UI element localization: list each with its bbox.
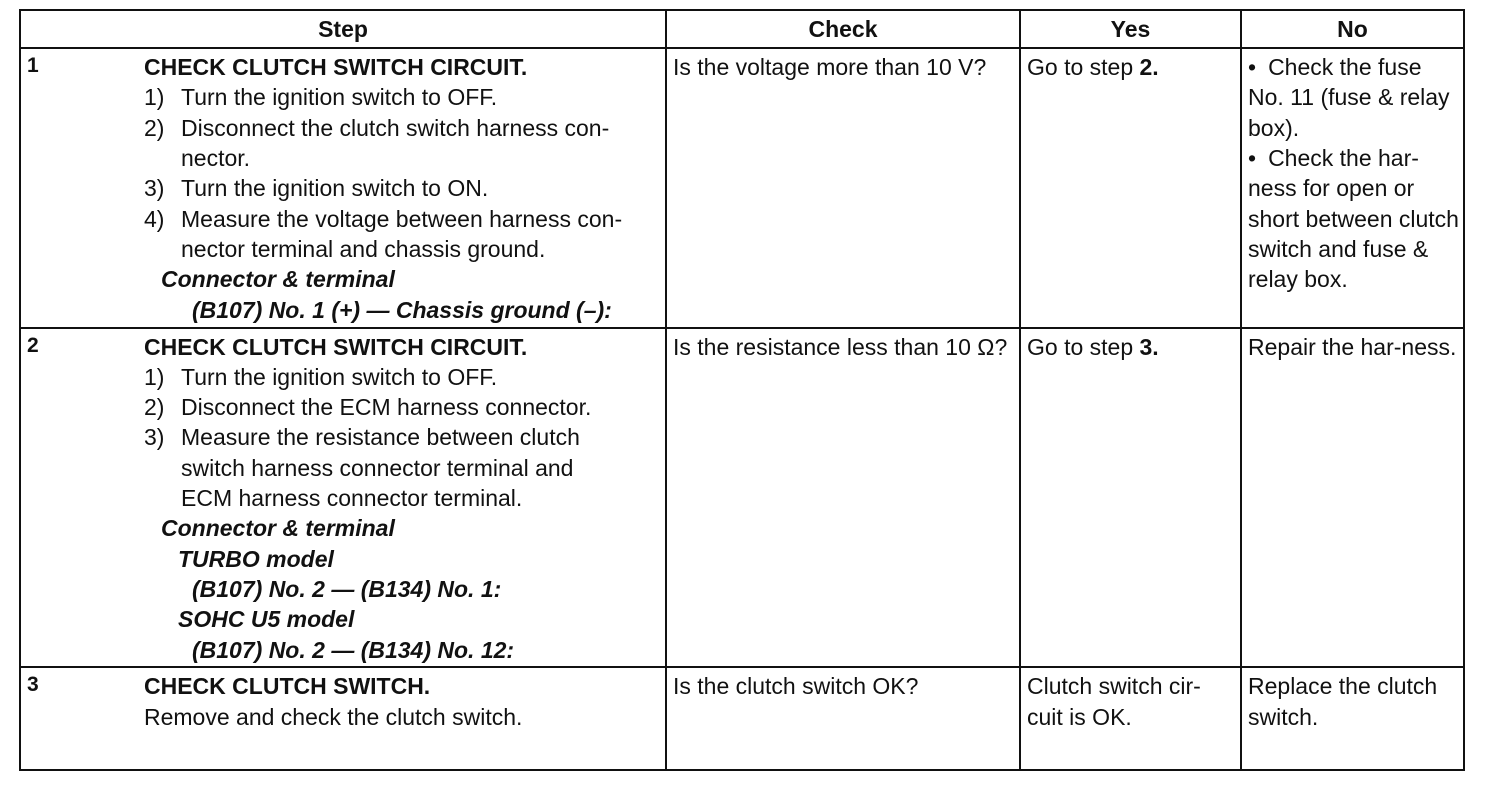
substep: 3) Turn the ignition switch to ON. — [144, 175, 489, 202]
diagnostic-table — [19, 9, 1465, 771]
step-cell — [20, 328, 666, 668]
step-cell — [20, 667, 666, 770]
no-cell: Replace the clutch switch. — [1241, 667, 1464, 770]
yes-cell: Go to step 3. — [1020, 328, 1241, 668]
substep: 2) Disconnect the clutch switch harness con-nector. — [144, 114, 610, 172]
substep: 3) Measure the resistance between clutch switch harness connector terminal and ECM harness connector terminal. — [144, 424, 580, 512]
no-bullet: • Check the har-ness for open or short between clutch switch and fuse & relay box. — [1248, 143, 1459, 294]
step-number: 1 — [27, 54, 39, 78]
connector-terminal: (B107) No. 1 (+) — Chassis ground (–): — [192, 296, 612, 323]
header-no: No — [1241, 10, 1464, 48]
table-row — [20, 48, 1464, 327]
table-row — [20, 328, 1464, 668]
header-step: Step — [20, 10, 666, 48]
header-row — [20, 10, 1464, 48]
check-cell: Is the clutch switch OK? — [666, 667, 1020, 770]
connector-terminal: (B107) No. 2 — (B134) No. 1: — [192, 575, 502, 602]
header-check: Check — [666, 10, 1020, 48]
table-row — [20, 667, 1464, 770]
substep: 1) Turn the ignition switch to OFF. — [144, 363, 498, 390]
yes-cell: Clutch switch cir-cuit is OK. — [1020, 667, 1241, 770]
step-title: CHECK CLUTCH SWITCH CIRCUIT. — [144, 54, 528, 81]
no-cell — [1241, 48, 1464, 327]
step-title: CHECK CLUTCH SWITCH CIRCUIT. — [144, 333, 528, 360]
model-label: SOHC U5 model — [178, 606, 355, 633]
yes-cell: Go to step 2. — [1020, 48, 1241, 327]
connector-terminal: (B107) No. 2 — (B134) No. 12: — [192, 636, 515, 663]
header-yes: Yes — [1020, 10, 1241, 48]
check-cell: Is the voltage more than 10 V? — [666, 48, 1020, 327]
step-title: CHECK CLUTCH SWITCH. — [144, 673, 431, 700]
substep: 2) Disconnect the ECM harness connector. — [144, 394, 592, 421]
connector-heading: Connector & terminal — [161, 515, 395, 542]
model-label: TURBO model — [178, 545, 334, 572]
step-body: Remove and check the clutch switch. — [144, 703, 523, 730]
no-bullet: • Check the fuse No. 11 (fuse & relay box). — [1248, 52, 1459, 143]
substep: 4) Measure the voltage between harness con-nector terminal and chassis ground. — [144, 205, 623, 262]
step-cell — [20, 48, 666, 327]
no-cell: Repair the har-ness. — [1241, 328, 1464, 668]
step-number: 2 — [27, 333, 39, 357]
step-number: 3 — [27, 673, 39, 697]
check-cell: Is the resistance less than 10 Ω? — [666, 328, 1020, 668]
connector-heading: Connector & terminal — [161, 266, 395, 293]
substep: 1) Turn the ignition switch to OFF. — [144, 84, 498, 111]
